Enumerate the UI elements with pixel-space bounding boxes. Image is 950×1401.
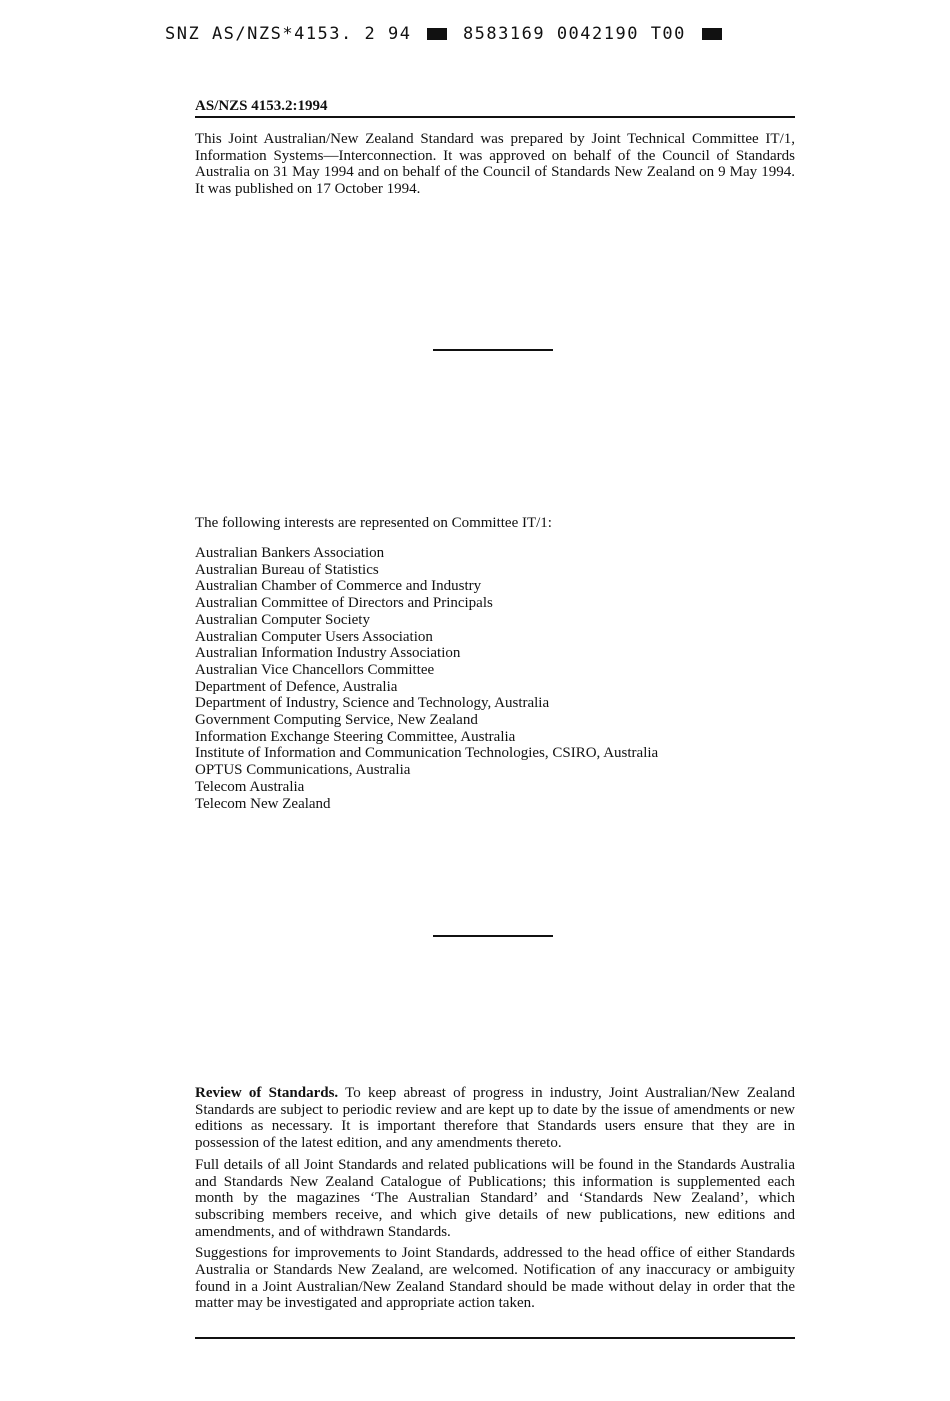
- preface-paragraph: This Joint Australian/New Zealand Standard was prepared by Joint Technical Committee IT/1, Information Systems—Interconnection. It was approved on behalf of the Council of Standards Australia on 31 May 1994 and on behalf of the Council of Standards New Zealand on 9 May 1994. It was published on 17 October 1994.: [195, 131, 795, 198]
- review-of-standards: [195, 1085, 795, 1317]
- list-item: Department of Industry, Science and Technology, Australia: [195, 695, 550, 712]
- review-paragraph-3: Suggestions for improvements to Joint Standards, addressed to the head office of either Standards Australia or Standards New Zealand, are welcomed. Notification of any inaccuracy or ambiguity found in a Joint Australian/New Zealand Standard should be made without delay in order that the matter may be investigated and appropriate action taken.: [195, 1245, 795, 1312]
- review-paragraph-2: Full details of all Joint Standards and related publications will be found in the Standards Australia and Standards New Zealand Catalogue of Publications; this information is supplemented each month by the magazines ‘The Australian Standard’ and ‘Standards New Zealand’, which subscribing members receive, and which give details of new publications, new editions and amendments, and of withdrawn Standards.: [195, 1156, 795, 1240]
- section-divider: [433, 935, 553, 937]
- committee-intro: The following interests are represented on Committee IT/1:: [195, 515, 552, 531]
- review-paragraph-1: [195, 1085, 795, 1152]
- list-item: Australian Computer Society: [195, 611, 370, 628]
- review-text: To keep abreast of progress in industry, Joint Australian/New Zealand Standards are subject to periodic review and are kept up to date by the issue of amendments or new editions as necessary. It is important therefore that Standards users ensure that they are in possession of the latest edition, and any amendments thereto.: [195, 1085, 795, 1152]
- list-item: Information Exchange Steering Committee, Australia: [195, 728, 516, 745]
- list-item: Telecom New Zealand: [195, 795, 331, 812]
- list-item: Institute of Information and Communication Technologies, CSIRO, Australia: [195, 745, 659, 762]
- committee-member-list: [195, 545, 658, 812]
- list-item: Australian Chamber of Commerce and Industry: [195, 578, 482, 595]
- list-item: Australian Computer Users Association: [195, 628, 433, 645]
- scan-header-code: [165, 24, 726, 44]
- review-heading: Review of Standards.: [195, 1085, 339, 1101]
- list-item: OPTUS Communications, Australia: [195, 762, 411, 779]
- list-item: Australian Vice Chancellors Committee: [195, 661, 435, 678]
- list-item: Australian Bureau of Statistics: [195, 561, 379, 578]
- list-item: Government Computing Service, New Zealand: [195, 712, 478, 729]
- black-block-mark: [427, 28, 447, 40]
- black-block-mark: [702, 28, 722, 40]
- header-code-middle: 8583169 0042190 T00: [462, 24, 686, 44]
- list-item: Telecom Australia: [195, 778, 305, 795]
- list-item: Australian Bankers Association: [195, 545, 385, 561]
- list-item: Department of Defence, Australia: [195, 678, 398, 695]
- list-item: Australian Committee of Directors and Principals: [195, 595, 493, 612]
- list-item: Australian Information Industry Association: [195, 645, 461, 662]
- footer-rule: [195, 1337, 795, 1339]
- header-code-left: SNZ AS/NZS*4153. 2 94: [165, 24, 412, 44]
- document-id: AS/NZS 4153.2:1994: [195, 98, 328, 114]
- section-divider: [433, 349, 553, 351]
- header-rule: [195, 116, 795, 118]
